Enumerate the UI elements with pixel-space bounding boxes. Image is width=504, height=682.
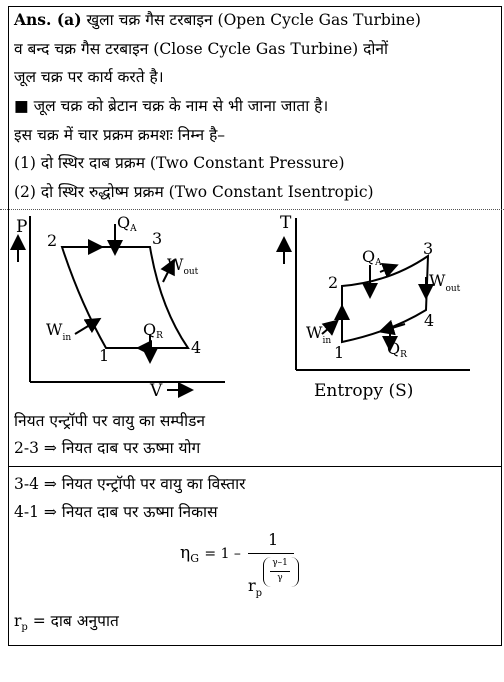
bullet-icon: ■ xyxy=(14,97,29,115)
eta-subscript: G xyxy=(190,552,199,565)
intro-line-3: जूल चक्र पर कार्य करते है। xyxy=(14,68,164,86)
ts-point-1: 1 xyxy=(334,343,345,362)
ts-wout-label: $W_{out}$ xyxy=(429,271,461,294)
fraction-numerator: 1 xyxy=(268,530,279,549)
process-4-1: 4-1 ⇒ नियत दाब पर ऊष्मा निकास xyxy=(14,503,218,521)
pv-p-label: P xyxy=(16,217,28,237)
ts-heat-reject-arrow-icon xyxy=(382,324,405,331)
efficiency-equals: = 1 – xyxy=(204,546,241,562)
ts-qa-label: QA xyxy=(362,247,382,268)
intro-line-1 xyxy=(14,9,421,31)
ts-qr-label: QR xyxy=(387,339,407,360)
ts-s-label: Entropy (S) xyxy=(314,381,414,401)
ts-point-4: 4 xyxy=(424,311,435,330)
fraction-bar xyxy=(248,553,294,554)
intro-line-6: (1) दो स्थिर दाब प्रक्रम (Two Constant Pressure) xyxy=(14,154,345,172)
intro-line-4 xyxy=(14,95,328,117)
ts-diagram xyxy=(270,212,495,412)
answer-prefix: Ans. (a) xyxy=(14,10,82,29)
r-symbol: r xyxy=(248,576,256,595)
pv-qa-label: QA xyxy=(117,213,137,234)
efficiency-lhs xyxy=(180,543,241,563)
section-divider xyxy=(8,466,502,467)
pv-v-label: V xyxy=(150,381,163,401)
eta-symbol: η xyxy=(180,543,191,563)
intro-line-7: (2) दो स्थिर रुद्धोष्म प्रक्रम (Two Constant Isentropic) xyxy=(14,183,374,201)
ts-point-2: 2 xyxy=(328,273,339,292)
process-2-3: 2-3 ⇒ नियत दाब पर ऊष्मा योग xyxy=(14,439,201,457)
pv-win-label: $W_{in}$ xyxy=(46,320,72,343)
intro-line-4-text: जूल चक्र को ब्रेटान चक्र के नाम से भी जाना जाता है। xyxy=(28,97,329,115)
process-3-4: 3-4 ⇒ नियत एन्ट्रॉपी पर वायु का विस्तार xyxy=(14,475,246,493)
exponent-bar xyxy=(270,571,290,572)
intro-line-2: व बन्द चक्र गैस टरबाइन (Close Cycle Gas Turbine) दोनों xyxy=(14,40,389,58)
process-1-2: नियत एन्ट्रॉपी पर वायु का सम्पीडन xyxy=(14,412,205,430)
rp-subscript: p xyxy=(21,622,28,633)
fraction-denominator xyxy=(248,576,263,599)
pressure-ratio-line xyxy=(14,610,119,635)
dotted-divider xyxy=(0,209,504,210)
pv-point-1: 1 xyxy=(99,346,110,365)
ts-win-label: $W_{in}$ xyxy=(306,323,332,346)
intro-line-1-text: खुला चक्र गैस टरबाइन (Open Cycle Gas Turbine) xyxy=(81,11,421,29)
pv-point-4: 4 xyxy=(191,338,202,357)
ts-t-label: T xyxy=(280,213,292,233)
ts-point-3: 3 xyxy=(423,239,434,258)
pv-qr-label: QR xyxy=(143,320,163,341)
exponent-denominator: γ xyxy=(277,573,283,583)
exponent-numerator: γ–1 xyxy=(272,558,288,568)
pv-wout-label: $W_{out}$ xyxy=(167,255,199,277)
intro-line-5: इस चक्र में चार प्रक्रम क्रमशः निम्न है– xyxy=(14,126,226,144)
pv-point-3: 3 xyxy=(152,229,163,248)
rp-symbol: r xyxy=(14,612,22,630)
pv-diagram xyxy=(10,212,245,407)
pv-point-2: 2 xyxy=(47,231,58,250)
ts-heat-add-arrow-icon xyxy=(380,266,395,272)
r-subscript: p xyxy=(255,588,263,599)
pressure-ratio-text: = दाब अनुपात xyxy=(27,612,119,630)
ts-win-arrow-icon xyxy=(322,322,336,334)
